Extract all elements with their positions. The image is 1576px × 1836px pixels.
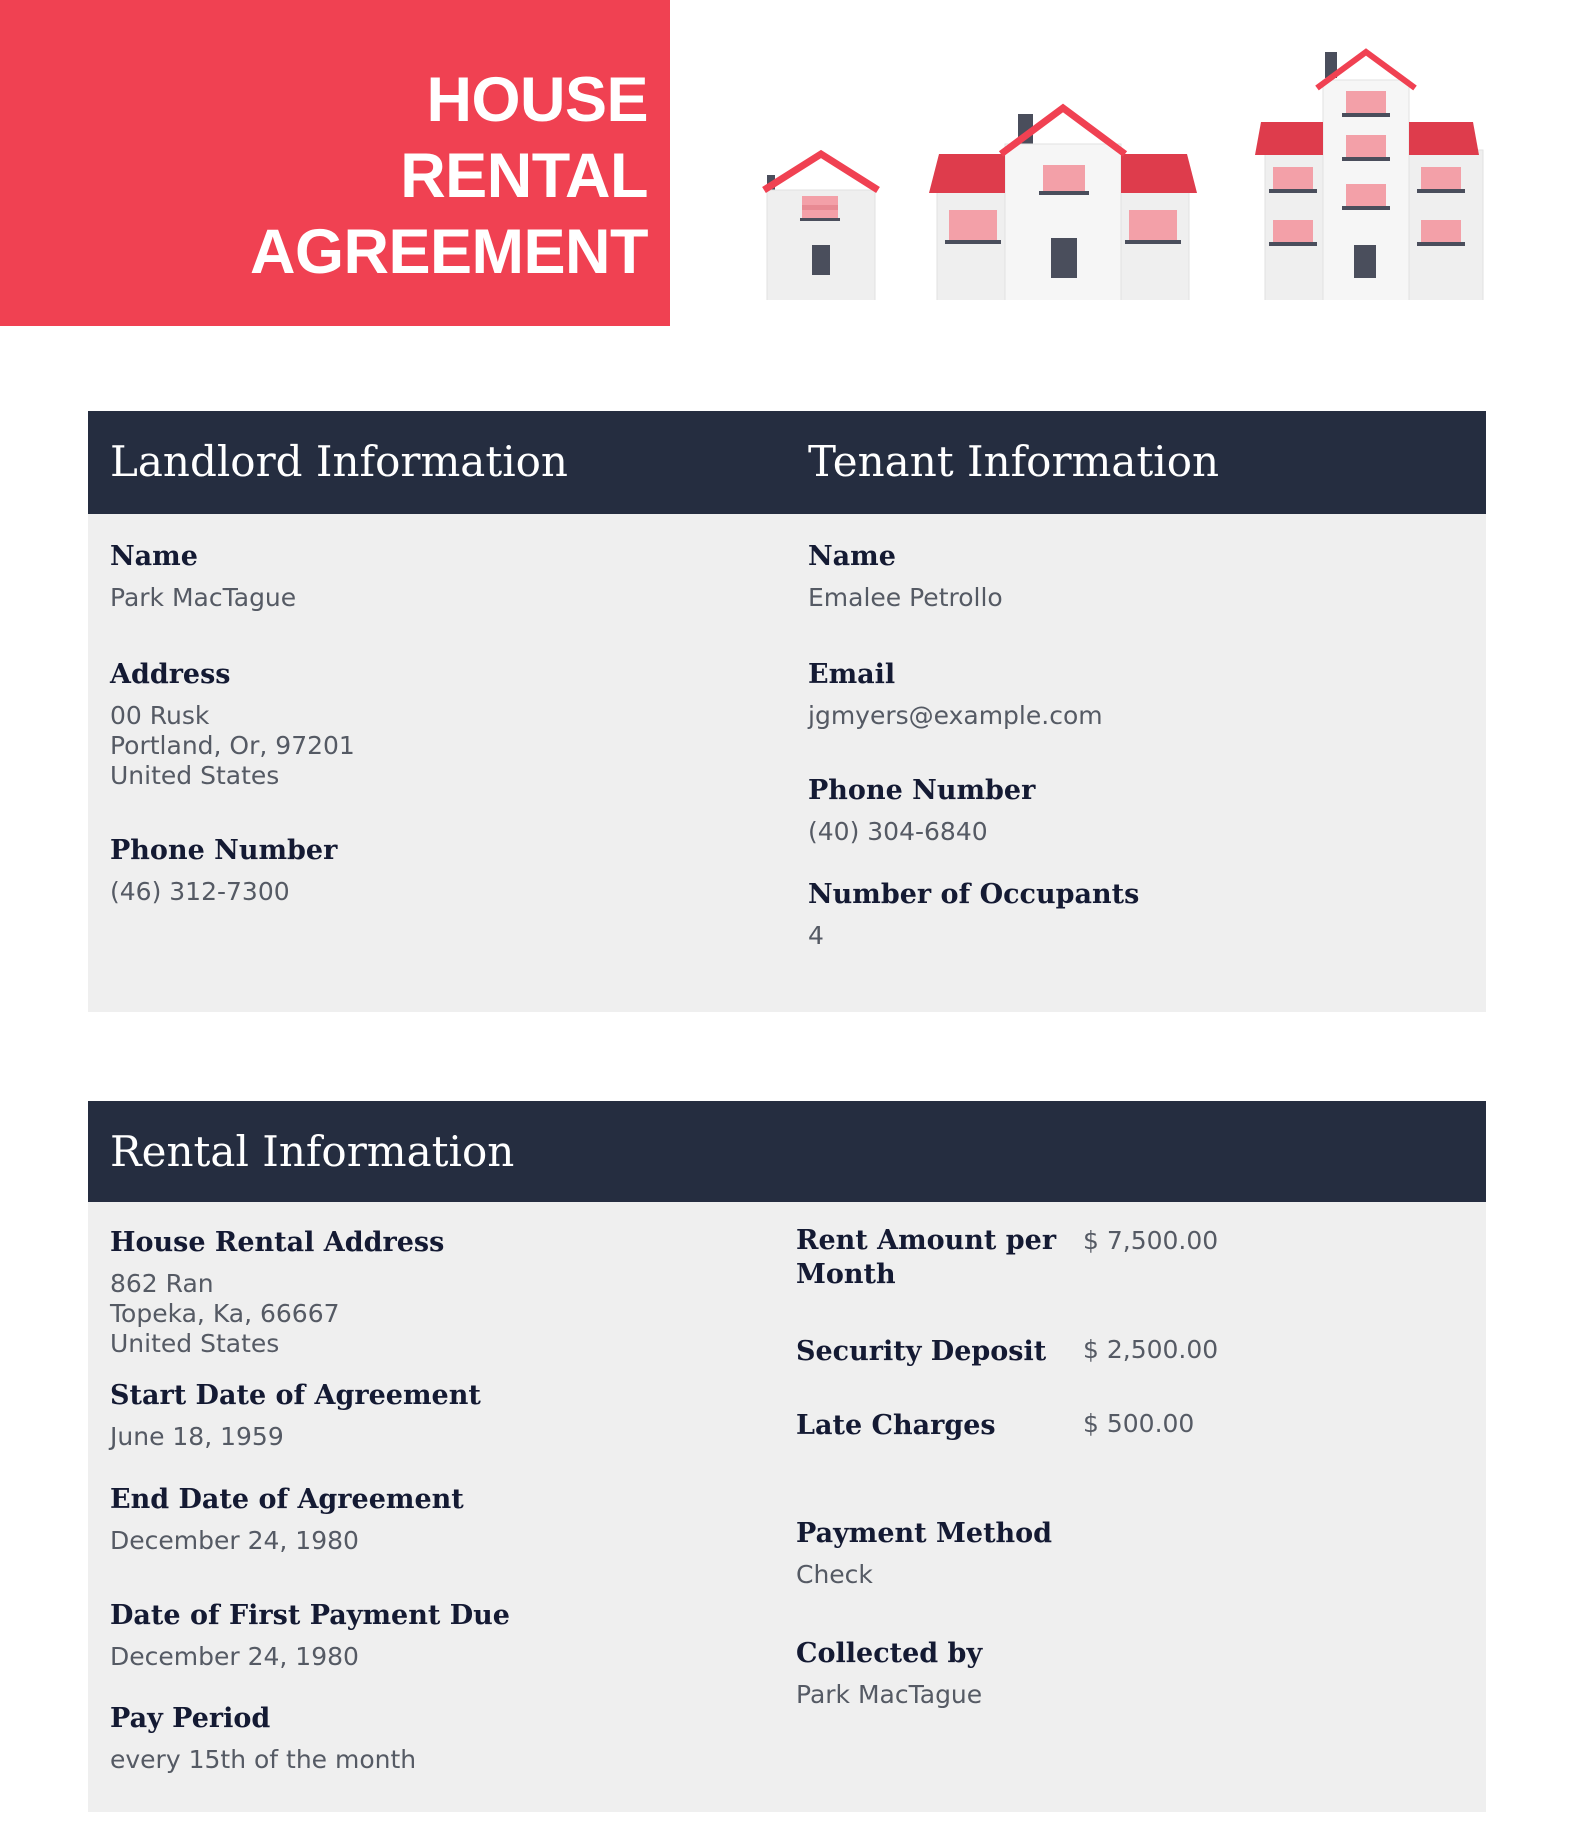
rent-amount-field — [796, 1224, 1076, 1292]
start-date-field — [110, 1379, 481, 1452]
end-date-field — [110, 1483, 464, 1556]
landlord-address-line: 00 Rusk — [110, 701, 210, 730]
medium-house-icon — [929, 108, 1197, 300]
rental-address — [110, 1269, 444, 1359]
tenant-heading: Tenant Information — [808, 437, 1220, 486]
collected-by-label: Collected by — [796, 1638, 983, 1669]
security-deposit-field — [796, 1335, 1046, 1369]
landlord-address-field — [110, 658, 355, 791]
rental-section — [88, 1101, 1486, 1812]
tenant-occupants: 4 — [808, 921, 824, 950]
rental-heading: Rental Information — [110, 1127, 515, 1176]
landlord-phone-field — [110, 834, 337, 907]
tall-house-icon — [1255, 52, 1483, 300]
title-line-2: RENTAL — [400, 141, 648, 211]
late-charges: $ 500.00 — [1083, 1409, 1195, 1438]
pay-period: every 15th of the month — [110, 1745, 417, 1774]
tenant-phone-field — [808, 774, 1035, 847]
payment-method: Check — [796, 1560, 873, 1589]
landlord-address — [110, 701, 355, 791]
landlord-address-label: Address — [110, 659, 231, 690]
rental-address-line: 862 Ran — [110, 1269, 214, 1298]
rental-body — [88, 1202, 1486, 1812]
first-payment-date: December 24, 1980 — [110, 1642, 359, 1671]
first-payment-label: Date of First Payment Due — [110, 1600, 510, 1631]
start-date-label: Start Date of Agreement — [110, 1380, 481, 1411]
payment-method-label: Payment Method — [796, 1518, 1053, 1549]
landlord-address-line: United States — [110, 761, 280, 790]
rental-address-field — [110, 1226, 444, 1359]
end-date-label: End Date of Agreement — [110, 1484, 464, 1515]
tenant-name-field — [808, 540, 1003, 613]
tenant-email-field — [808, 658, 1103, 731]
title-banner — [0, 0, 670, 326]
first-payment-field — [110, 1599, 510, 1672]
parties-header — [88, 411, 1486, 514]
landlord-phone-label: Phone Number — [110, 835, 338, 866]
parties-section — [88, 411, 1486, 1012]
small-house-icon — [764, 154, 878, 300]
rental-address-label: House Rental Address — [110, 1227, 445, 1258]
start-date: June 18, 1959 — [110, 1422, 284, 1451]
late-charges-field — [796, 1409, 996, 1443]
title-line-3: AGREEMENT — [249, 217, 648, 287]
tenant-phone: (40) 304-6840 — [808, 817, 988, 846]
landlord-name-field — [110, 540, 296, 613]
tenant-name: Emalee Petrollo — [808, 583, 1003, 612]
tenant-email: jgmyers@example.com — [808, 701, 1103, 730]
pay-period-field — [110, 1702, 416, 1775]
rental-address-line: United States — [110, 1329, 280, 1358]
payment-method-field — [796, 1517, 1052, 1590]
houses-icon — [740, 40, 1500, 300]
tenant-phone-label: Phone Number — [808, 775, 1036, 806]
landlord-name: Park MacTague — [110, 583, 297, 612]
tenant-occupants-label: Number of Occupants — [808, 879, 1140, 910]
rent-amount-label-line: Month — [796, 1259, 896, 1290]
rent-amount: $ 7,500.00 — [1083, 1226, 1219, 1255]
late-charges-label: Late Charges — [796, 1410, 996, 1441]
tenant-email-label: Email — [808, 659, 896, 690]
collected-by: Park MacTague — [796, 1680, 983, 1709]
landlord-name-label: Name — [110, 541, 198, 572]
rent-amount-label-line: Rent Amount per — [796, 1225, 1057, 1256]
tenant-occupants-field — [808, 878, 1139, 951]
landlord-heading: Landlord Information — [110, 437, 568, 486]
rental-header — [88, 1101, 1486, 1202]
landlord-address-line: Portland, Or, 97201 — [110, 731, 355, 760]
rental-address-line: Topeka, Ka, 66667 — [110, 1299, 340, 1328]
security-deposit: $ 2,500.00 — [1083, 1335, 1219, 1364]
tenant-name-label: Name — [808, 541, 896, 572]
collected-by-field — [796, 1637, 982, 1710]
title-line-1: HOUSE — [426, 65, 648, 135]
end-date: December 24, 1980 — [110, 1526, 359, 1555]
parties-body — [88, 514, 1486, 1012]
pay-period-label: Pay Period — [110, 1703, 271, 1734]
landlord-phone: (46) 312-7300 — [110, 877, 290, 906]
security-deposit-label: Security Deposit — [796, 1336, 1047, 1367]
